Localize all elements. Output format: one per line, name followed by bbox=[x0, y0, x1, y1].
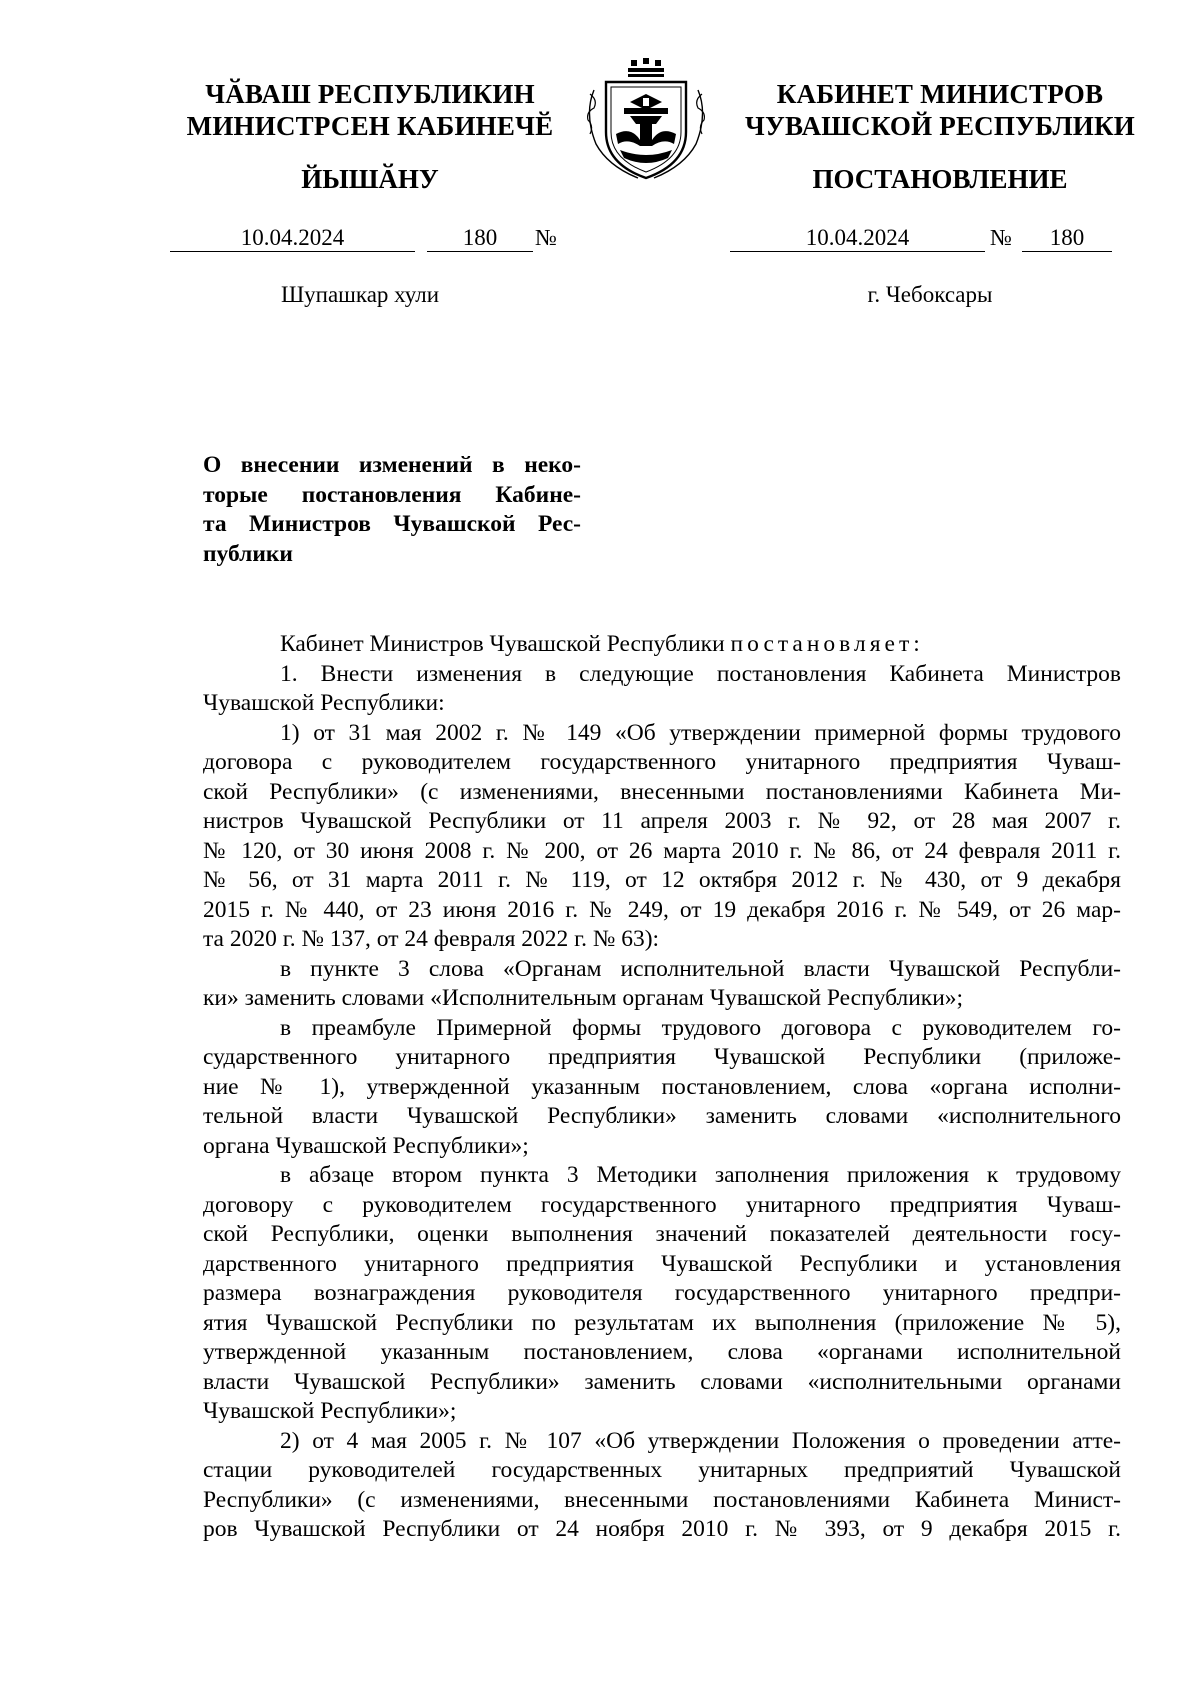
body-line: в пункте 3 слова «Органам исполнительной власти Чувашской Республи- bbox=[280, 955, 1121, 982]
body-line: ской Республики, оценки выполнения значений показателей деятельности госу- bbox=[203, 1221, 1121, 1247]
header-right-title-line-1: КАБИНЕТ МИНИСТРОВ bbox=[776, 79, 1104, 109]
header-left-date-number bbox=[170, 224, 570, 254]
right-number: 180 bbox=[1022, 224, 1112, 252]
subject-line: та Министров Чувашской Рес- bbox=[203, 511, 581, 537]
body-line: ние № 1), утвержденной указанным постановлением, слова «органа исполни- bbox=[203, 1073, 1121, 1100]
body-line: договору с руководителем государственного унитарного предприятия Чуваш- bbox=[203, 1191, 1121, 1218]
body-line: в абзаце втором пункта 3 Методики заполнения приложения к трудовому bbox=[280, 1162, 1121, 1188]
header-right-title-line-2: ЧУВАШСКОЙ РЕСПУБЛИКИ bbox=[745, 111, 1135, 141]
subject-line: торые постановления Кабине- bbox=[203, 481, 581, 508]
intro-spaced-word: постановляет: bbox=[730, 631, 924, 657]
body-line: 2) от 4 мая 2005 г. № 107 «Об утверждении Положения о проведении атте- bbox=[280, 1427, 1121, 1454]
header-right-title bbox=[730, 78, 1150, 142]
subject-line: О внесении изменений в неко- bbox=[203, 452, 581, 478]
body-line: стации руководителей государственных унитарных предприятий Чувашской bbox=[203, 1457, 1121, 1483]
body-line: ятия Чувашской Республики по результатам их выполнения (приложение № 5), bbox=[203, 1309, 1121, 1336]
header-left-title bbox=[150, 78, 590, 142]
body-line: органа Чувашской Республики»; bbox=[203, 1132, 529, 1159]
body-line: 1. Внести изменения в следующие постановления Кабинета Министров bbox=[280, 660, 1121, 687]
body-line: Чувашской Республики: bbox=[203, 690, 445, 716]
coat-of-arms-emblem bbox=[576, 54, 716, 186]
header-left-title-line-1: ЧӐВАШ РЕСПУБЛИКИН bbox=[205, 79, 535, 109]
body-line: нистров Чувашской Республики от 11 апреля 2003 г. № 92, от 28 мая 2007 г. bbox=[203, 808, 1121, 834]
body-line: 1) от 31 мая 2002 г. № 149 «Об утверждении примерной формы трудового bbox=[280, 719, 1121, 746]
body-line: № 56, от 31 марта 2011 г. № 119, от 12 октября 2012 г. № 430, от 9 декабря bbox=[203, 867, 1121, 893]
body-line: утвержденной указанным постановлением, слова «органами исполнительной bbox=[203, 1339, 1121, 1365]
left-date: 10.04.2024 bbox=[170, 224, 415, 252]
body-line: власти Чувашской Республики» заменить словами «исполнительными органами bbox=[203, 1368, 1121, 1395]
left-number: 180 bbox=[427, 224, 533, 252]
document-body bbox=[203, 630, 1121, 1545]
body-line: та 2020 г. № 137, от 24 февраля 2022 г. № 63): bbox=[203, 926, 660, 952]
body-line: Республики» (с изменениями, внесенными постановлениями Кабинета Минист- bbox=[203, 1486, 1121, 1513]
body-line: ки» заменить словами «Исполнительным органам Чувашской Республики»; bbox=[203, 985, 964, 1011]
right-number-sign: № bbox=[990, 225, 1012, 250]
body-line: № 120, от 30 июня 2008 г. № 200, от 26 марта 2010 г. № 86, от 24 февраля 2011 г. bbox=[203, 837, 1121, 864]
body-line: договора с руководителем государственного унитарного предприятия Чуваш- bbox=[203, 749, 1121, 775]
right-city: г. Чебоксары bbox=[867, 282, 993, 307]
body-line: ской Республики» (с изменениями, внесенными постановлениями Кабинета Ми- bbox=[203, 778, 1121, 805]
body-line: ров Чувашской Республики от 24 ноября 2010 г. № 393, от 9 декабря 2015 г. bbox=[203, 1516, 1121, 1542]
intro-line bbox=[203, 630, 1121, 660]
body-lines bbox=[203, 660, 1121, 1545]
body-line: 2015 г. № 440, от 23 июня 2016 г. № 249, от 19 декабря 2016 г. № 549, от 26 мар- bbox=[203, 896, 1121, 923]
body-line: в преамбуле Примерной формы трудового договора с руководителем го- bbox=[280, 1014, 1121, 1041]
header-right-date-number bbox=[730, 224, 1130, 254]
header-left-act-type: ЙЫШӐНУ bbox=[301, 164, 439, 194]
header-left-title-line-2: МИНИСТРСЕН КАБИНЕЧӖ bbox=[186, 111, 554, 141]
document-subject bbox=[203, 450, 581, 568]
body-line: дарственного унитарного предприятия Чувашской Республики и установления bbox=[203, 1250, 1121, 1277]
intro-prefix: Кабинет Министров Чувашской Республики bbox=[280, 631, 731, 657]
header-right-act-type: ПОСТАНОВЛЕНИЕ bbox=[812, 164, 1068, 194]
body-line: Чувашской Республики»; bbox=[203, 1398, 457, 1424]
left-number-sign: № bbox=[535, 225, 557, 250]
body-line: сударственного унитарного предприятия Чувашской Республики (приложе- bbox=[203, 1044, 1121, 1070]
body-line: размера вознаграждения руководителя государственного унитарного предпри- bbox=[203, 1280, 1121, 1306]
right-date: 10.04.2024 bbox=[730, 224, 985, 252]
subject-line: публики bbox=[203, 540, 293, 567]
body-line: тельной власти Чувашской Республики» заменить словами «исполнительного bbox=[203, 1103, 1121, 1129]
left-city: Шупашкар хули bbox=[280, 282, 440, 307]
